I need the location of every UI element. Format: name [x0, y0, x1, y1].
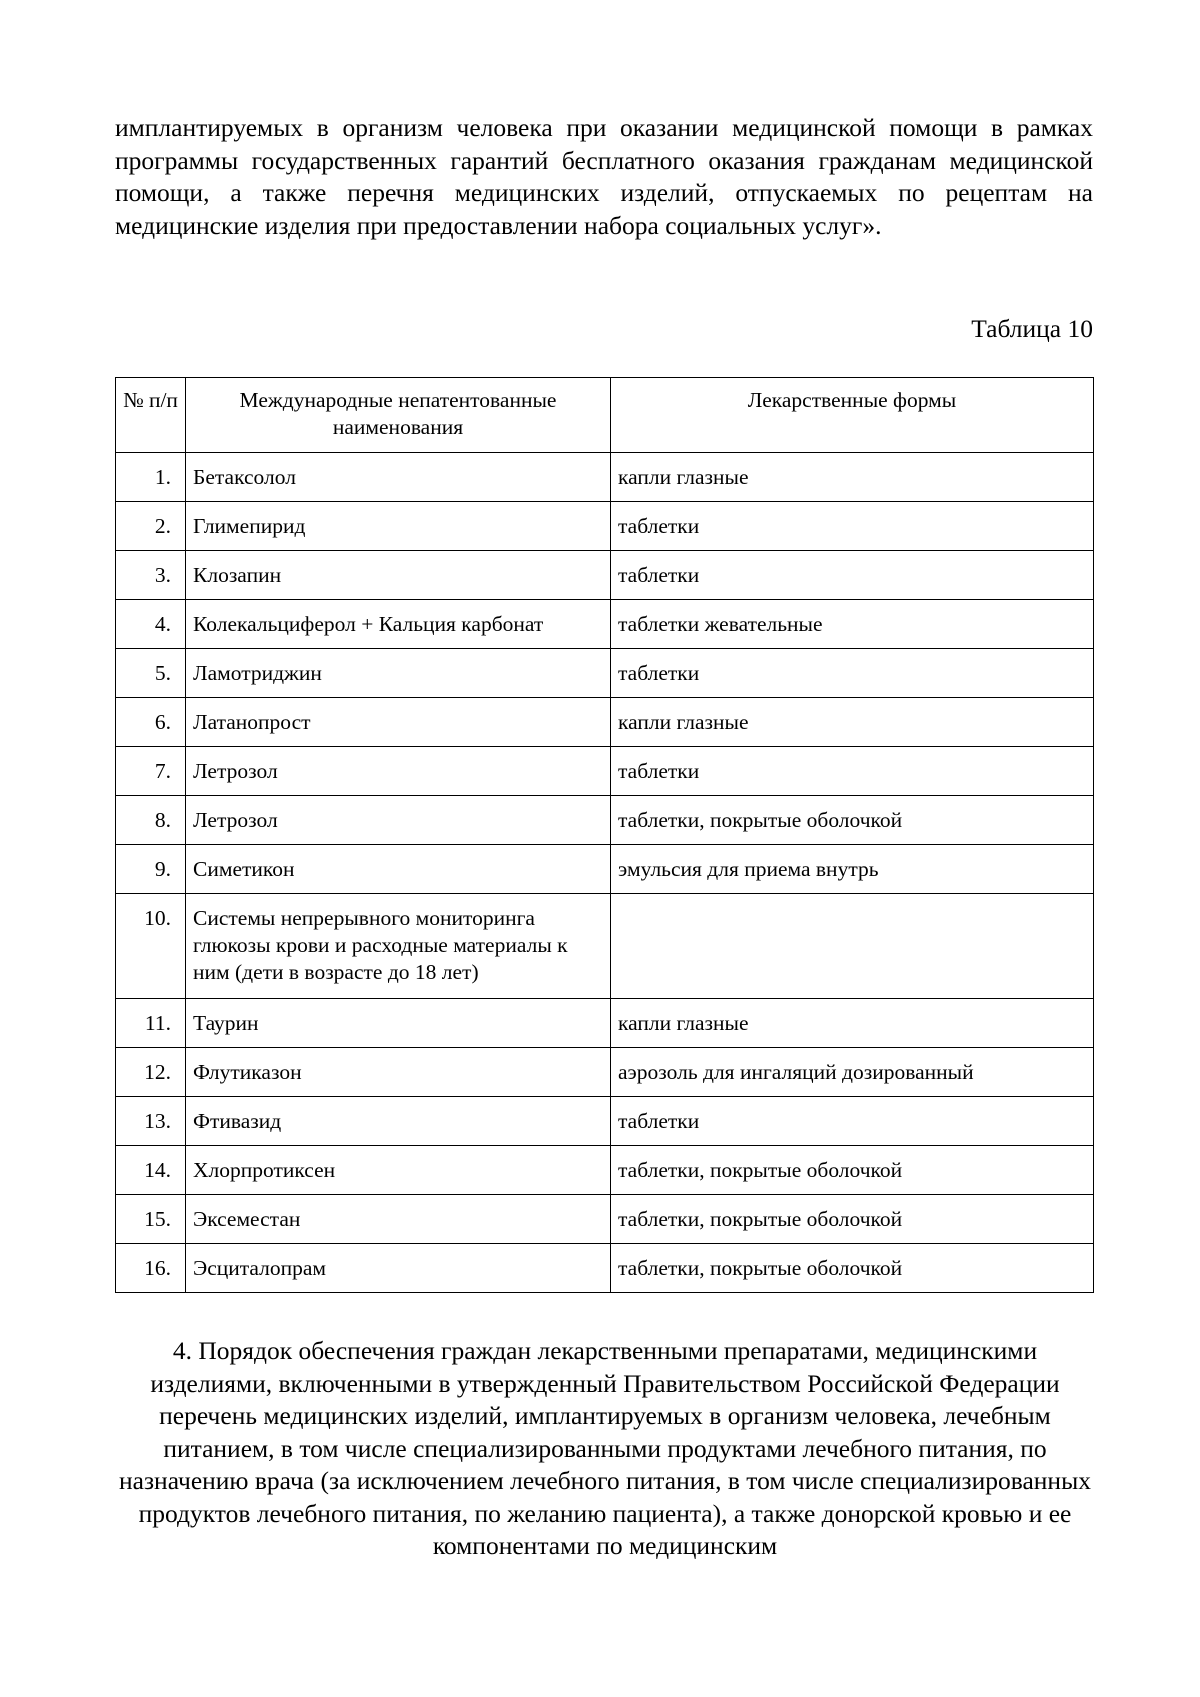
row-name: Латанопрост — [186, 698, 611, 747]
row-form: капли глазные — [611, 999, 1094, 1048]
row-name: Таурин — [186, 999, 611, 1048]
header-name: Международные непатентованные наименования — [186, 378, 611, 453]
table-row — [116, 551, 1094, 600]
row-name: Летрозол — [186, 747, 611, 796]
drugs-table — [115, 377, 1094, 1293]
row-name: Колекальциферол + Кальция карбонат — [186, 600, 611, 649]
table-row — [116, 845, 1094, 894]
row-num: 12. — [116, 1048, 186, 1097]
table-header-row — [116, 378, 1094, 453]
row-form: таблетки, покрытые оболочкой — [611, 1244, 1094, 1293]
row-name: Фтивазид — [186, 1097, 611, 1146]
row-form: таблетки — [611, 649, 1094, 698]
header-form: Лекарственные формы — [611, 378, 1094, 453]
row-num: 7. — [116, 747, 186, 796]
table-row — [116, 894, 1094, 999]
row-num: 10. — [116, 894, 186, 999]
row-name: Симетикон — [186, 845, 611, 894]
intro-paragraph: имплантируемых в организм человека при оказании медицинской помощи в рамках программы государственных гарантий бесплатного оказания гражданам медицинской помощи, а также перечня медицинских изделий, отпускаемых по рецептам на медицинские изделия при предоставлении набора социальных услуг». — [115, 113, 1093, 240]
row-form: таблетки — [611, 502, 1094, 551]
row-num: 5. — [116, 649, 186, 698]
table-row — [116, 747, 1094, 796]
row-name: Глимепирид — [186, 502, 611, 551]
row-form: аэрозоль для ингаляций дозированный — [611, 1048, 1094, 1097]
row-form: капли глазные — [611, 698, 1094, 747]
row-num: 3. — [116, 551, 186, 600]
row-name: Хлорпротиксен — [186, 1146, 611, 1195]
table-row — [116, 698, 1094, 747]
section-4-paragraph: 4. Порядок обеспечения граждан лекарственными препаратами, медицинскими изделиями, включенными в утвержденный Правительством Российской Федерации перечень медицинских изделий, имплантируемых в организм человека, лечебным питанием, в том числе специализированными продуктами лечебного питания, по назначению врача (за исключением лечебного питания, в том числе специализированных продуктов лечебного питания, по желанию пациента), а также донорской кровью и ее компонентами по медицинским — [119, 1336, 1091, 1560]
row-num: 15. — [116, 1195, 186, 1244]
row-form: капли глазные — [611, 453, 1094, 502]
row-name: Эксеместан — [186, 1195, 611, 1244]
row-num: 2. — [116, 502, 186, 551]
row-name: Эсциталопрам — [186, 1244, 611, 1293]
row-num: 11. — [116, 999, 186, 1048]
row-name: Ламотриджин — [186, 649, 611, 698]
row-name: Летрозол — [186, 796, 611, 845]
row-form: эмульсия для приема внутрь — [611, 845, 1094, 894]
table-caption: Таблица 10 — [971, 314, 1093, 343]
table-row — [116, 1048, 1094, 1097]
table-row — [116, 796, 1094, 845]
table-row — [116, 600, 1094, 649]
row-num: 16. — [116, 1244, 186, 1293]
row-num: 14. — [116, 1146, 186, 1195]
row-form: таблетки — [611, 551, 1094, 600]
row-num: 1. — [116, 453, 186, 502]
table-row — [116, 453, 1094, 502]
table-row — [116, 502, 1094, 551]
row-name: Бетаксолол — [186, 453, 611, 502]
row-form: таблетки — [611, 1097, 1094, 1146]
row-num: 8. — [116, 796, 186, 845]
row-num: 9. — [116, 845, 186, 894]
row-num: 13. — [116, 1097, 186, 1146]
row-num: 4. — [116, 600, 186, 649]
row-form: таблетки — [611, 747, 1094, 796]
row-name: Системы непрерывного мониторинга глюкозы крови и расходные материалы к ним (дети в возрасте до 18 лет) — [186, 894, 611, 999]
row-name: Флутиказон — [186, 1048, 611, 1097]
row-form: таблетки, покрытые оболочкой — [611, 1195, 1094, 1244]
header-num: № п/п — [116, 378, 186, 453]
row-form: таблетки, покрытые оболочкой — [611, 1146, 1094, 1195]
table-row — [116, 649, 1094, 698]
row-form: таблетки жевательные — [611, 600, 1094, 649]
table-row — [116, 1146, 1094, 1195]
table-row — [116, 1097, 1094, 1146]
row-num: 6. — [116, 698, 186, 747]
table-row — [116, 1195, 1094, 1244]
row-form: таблетки, покрытые оболочкой — [611, 796, 1094, 845]
table-row — [116, 1244, 1094, 1293]
table-row — [116, 999, 1094, 1048]
row-name: Клозапин — [186, 551, 611, 600]
row-form — [611, 894, 1094, 999]
